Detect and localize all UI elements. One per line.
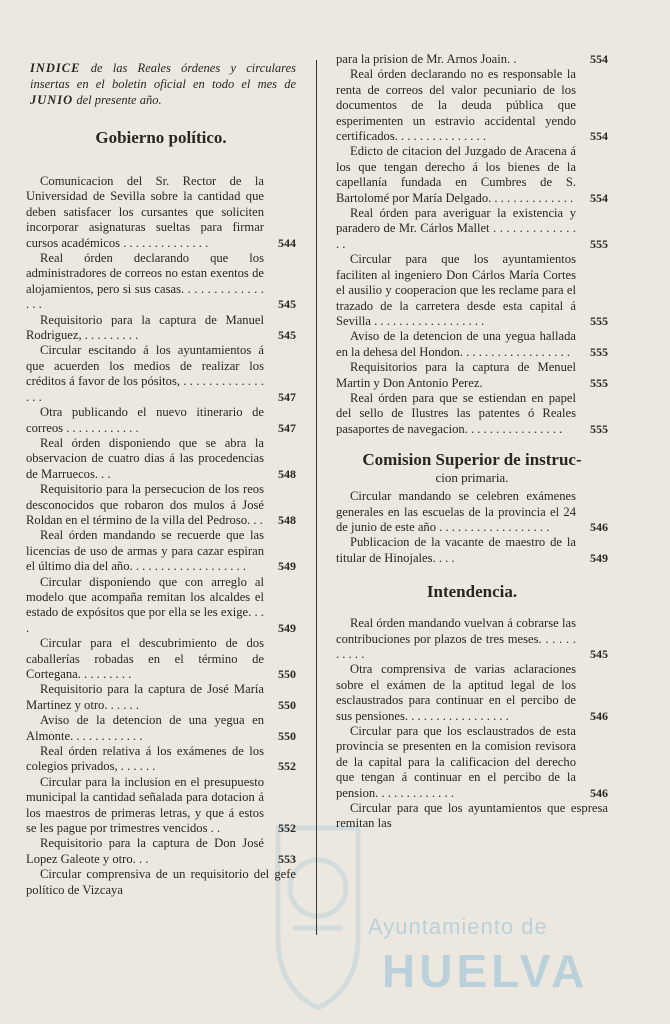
index-entry xyxy=(26,744,296,775)
index-entry xyxy=(336,616,608,662)
entry-page-number: 544 xyxy=(278,235,296,250)
entry-text: Edicto de citacion del Juzgado de Aracena á los que tengan derecho á los bienes de la capellanía fundada en Cumbres de S. Bartolomé por María Delgado. . . . . . . . . . . . . . xyxy=(336,144,576,205)
index-entry xyxy=(26,713,296,744)
entry-page-number: 555 xyxy=(590,344,608,359)
entry-page-number: 554 xyxy=(590,129,608,144)
column-divider xyxy=(316,60,317,935)
entry-text: Otra publicando el nuevo itinerario de correos . . . . . . . . . . . . xyxy=(26,405,264,435)
entry-page-number: 546 xyxy=(590,785,608,800)
index-entry xyxy=(26,867,296,898)
entry-text: Real órden para que se estiendan en papel del sello de Ilustres las patentes ó Reales pasaportes de navegacion. . . . . . . . . . . . . . . . xyxy=(336,390,576,436)
entry-text: Real órden para averiguar la existencia y paradero de Mr. Cárlos Mallet . . . . . . . . . . . . . . . xyxy=(336,206,576,251)
entry-page-number: 548 xyxy=(278,466,296,481)
entry-text: Circular para que los esclaustrados de esta provincia se presenten en la comision revisora de la capital para la calificacion del derecho que tengan á continuar en el percibo de la pension. . . . . . . . . . . . . xyxy=(336,724,576,800)
watermark-line-1: Ayuntamiento de xyxy=(368,914,548,939)
right-column xyxy=(336,52,608,832)
entry-page-number: 555 xyxy=(590,313,608,328)
entry-text: Otra comprensiva de varias aclaraciones sobre el exámen de la aptitud legal de los esclaustrados para continuar en el percibo de sus pensiones. . . . . . . . . . . . . . . . . xyxy=(336,662,576,723)
entry-text: Circular para el descubrimiento de dos caballerías robadas en el término de Cortegana. . . . . . . . . xyxy=(26,636,264,681)
index-intro xyxy=(26,60,296,108)
entry-page-number: 552 xyxy=(278,821,296,836)
index-entry xyxy=(336,535,608,566)
section-heading-intendencia: Intendencia. xyxy=(426,582,518,602)
entry-text: Requisitorio para la captura de Manuel Rodriguez, . . . . . . . . . xyxy=(26,312,264,343)
intro-tail: del presente año. xyxy=(76,93,162,107)
entry-text: Publicacion de la vacante de maestro de la titular de Hinojales. . . . xyxy=(336,535,576,565)
entry-text: Comunicacion del Sr. Rector de la Universidad de Sevilla sobre la cantidad que deben satisfacer los cursantes que soliciten incorporar asignaturas sueltas para firmar cursos académicos . . . . . . . . . . . . . . xyxy=(26,174,264,250)
index-entry xyxy=(336,662,608,724)
index-entry xyxy=(26,405,296,436)
entry-page-number: 549 xyxy=(278,559,296,574)
index-entry xyxy=(336,724,608,801)
entry-text: Circular escitando á los ayuntamientos á que acuerden los medios de realizar los créditos á favor de los pósitos, . . . . . . . . . . . . . . . . xyxy=(26,343,264,404)
entry-page-number: 549 xyxy=(278,620,296,635)
entry-page-number: 547 xyxy=(278,389,296,404)
entry-text: Circular mandando se celebren exámenes generales en las escuelas de la provincia el 24 de junio de este año . . . . . . . . . . . . . . . . . . xyxy=(336,489,576,534)
index-entry xyxy=(26,528,296,574)
index-entry xyxy=(336,801,608,832)
index-entry xyxy=(26,251,296,313)
entry-text: Requisitorios para la captura de Menuel Martin y Don Antonio Perez. xyxy=(336,360,576,390)
intro-month: JUNIO xyxy=(30,93,74,107)
index-entry xyxy=(336,252,608,329)
entry-text: Requisitorio para la captura de Don José Lopez Galeote y otro. . . xyxy=(26,836,264,866)
entry-page-number: 555 xyxy=(590,421,608,436)
index-entry xyxy=(26,636,296,682)
index-entry xyxy=(26,174,296,251)
entry-page-number: 552 xyxy=(278,759,296,774)
index-entry xyxy=(336,144,608,206)
entry-text: Circular para que los ayuntamientos que espresa remitan las xyxy=(336,801,608,831)
entry-text: Circular disponiendo que con arreglo al modelo que acompaña remitan los alcaldes el estado de expósitos que por ella se les exige. . . . xyxy=(26,574,264,635)
entry-text: Real órden mandando vuelvan á cobrarse las contribuciones por plazos de tres meses. . . . . . . . . . . xyxy=(336,616,576,661)
entry-page-number: 546 xyxy=(590,519,608,534)
watermark-line-2: HUELVA xyxy=(382,945,589,997)
entry-text: Circular para que los ayuntamientos faciliten al ingeniero Don Cárlos María Cortes el ausilio y cooperacion que les reclame para el trazado de la carretera desde esta capital á Sevilla . . . . . . . . . . . . . . . . . . xyxy=(336,252,576,328)
entry-text: Aviso de la detencion de una yegua hallada en la dehesa del Hondon. . . . . . . . . . . . . . . . . . xyxy=(336,329,576,359)
index-entry xyxy=(336,329,608,360)
right-entry-list xyxy=(336,52,608,437)
index-entry xyxy=(336,52,608,67)
entry-page-number: 554 xyxy=(590,52,608,66)
intro-text: de las Reales órdenes y circulares insertas en el boletin oficial en todo el mes de xyxy=(30,61,296,91)
index-entry xyxy=(26,575,296,637)
entry-text: para la prision de Mr. Arnos Joain. . xyxy=(336,52,517,66)
index-entry xyxy=(336,391,608,437)
index-entry xyxy=(336,206,608,252)
index-entry xyxy=(336,67,608,144)
index-entry xyxy=(26,775,296,837)
left-column xyxy=(26,52,296,898)
entry-page-number: 546 xyxy=(590,708,608,723)
index-entry xyxy=(26,682,296,713)
entry-page-number: 549 xyxy=(590,550,608,565)
index-entry xyxy=(26,313,296,344)
entry-page-number: 545 xyxy=(278,297,296,312)
index-entry xyxy=(336,489,608,535)
section-heading-gobierno: Gobierno político. xyxy=(95,128,227,147)
entry-text: Real órden declarando que los administradores de correos no estan exentos de alojamientos, pero si sus casas. . . . . . . . . . . . . . . . xyxy=(26,251,264,312)
index-entry xyxy=(26,482,296,528)
entry-page-number: 545 xyxy=(278,328,296,343)
entry-text: Real órden declarando no es responsable la renta de correos del valor pecuniario de los documentos de la deuda pública que esperimenten un estravio accidental yendo certificados. . . . . . . . . . . . . . . xyxy=(336,67,576,144)
entry-page-number: 550 xyxy=(278,697,296,712)
intendencia-entry-list xyxy=(336,616,608,832)
intro-lead: INDICE xyxy=(30,61,81,75)
entry-text: Circular comprensiva de un requisitorio del gefe político de Vizcaya xyxy=(26,867,296,897)
entry-page-number: 545 xyxy=(590,647,608,661)
entry-page-number: 554 xyxy=(590,190,608,205)
entry-page-number: 550 xyxy=(278,667,296,681)
entry-page-number: 547 xyxy=(278,420,296,435)
comision-entry-list xyxy=(336,489,608,566)
index-entry xyxy=(336,360,608,391)
section-subheading-comision: cion primaria. xyxy=(435,470,509,486)
entry-text: Requisitorio para la persecucion de los reos desconocidos que robaron dos mulos á José Roldan en el término de la villa del Pedroso. . . xyxy=(26,482,264,527)
left-entry-list xyxy=(26,174,296,898)
entry-text: Real órden mandando se recuerde que las licencias de uso de armas y para cazar espiran el último dia del año. . . . . . . . . . . . . . . . . . . xyxy=(26,528,264,574)
entry-page-number: 548 xyxy=(278,512,296,527)
index-entry xyxy=(26,343,296,405)
entry-text: Real órden disponiendo que se abra la observacion de cuatro dias á las procedencias de Marruecos. . . xyxy=(26,435,264,481)
section-heading-comision: Comision Superior de instruc- xyxy=(362,450,582,470)
entry-page-number: 553 xyxy=(278,851,296,866)
entry-text: Requisitorio para la captura de José María Martinez y otro. . . . . . xyxy=(26,682,264,712)
index-entry xyxy=(26,836,296,867)
entry-page-number: 555 xyxy=(590,236,608,251)
index-entry xyxy=(26,436,296,482)
entry-text: Real órden relativa á los exámenes de los colegios privados, . . . . . . xyxy=(26,744,264,774)
entry-page-number: 550 xyxy=(278,728,296,743)
entry-page-number: 555 xyxy=(590,375,608,390)
entry-text: Aviso de la detencion de una yegua en Almonte. . . . . . . . . . . . xyxy=(26,713,264,743)
entry-text: Circular para la inclusion en el presupuesto municipal la cantidad señalada para dotacion á los maestros de primeras letras, y que á estos se les pague por trimestres vencidos . . xyxy=(26,774,264,836)
